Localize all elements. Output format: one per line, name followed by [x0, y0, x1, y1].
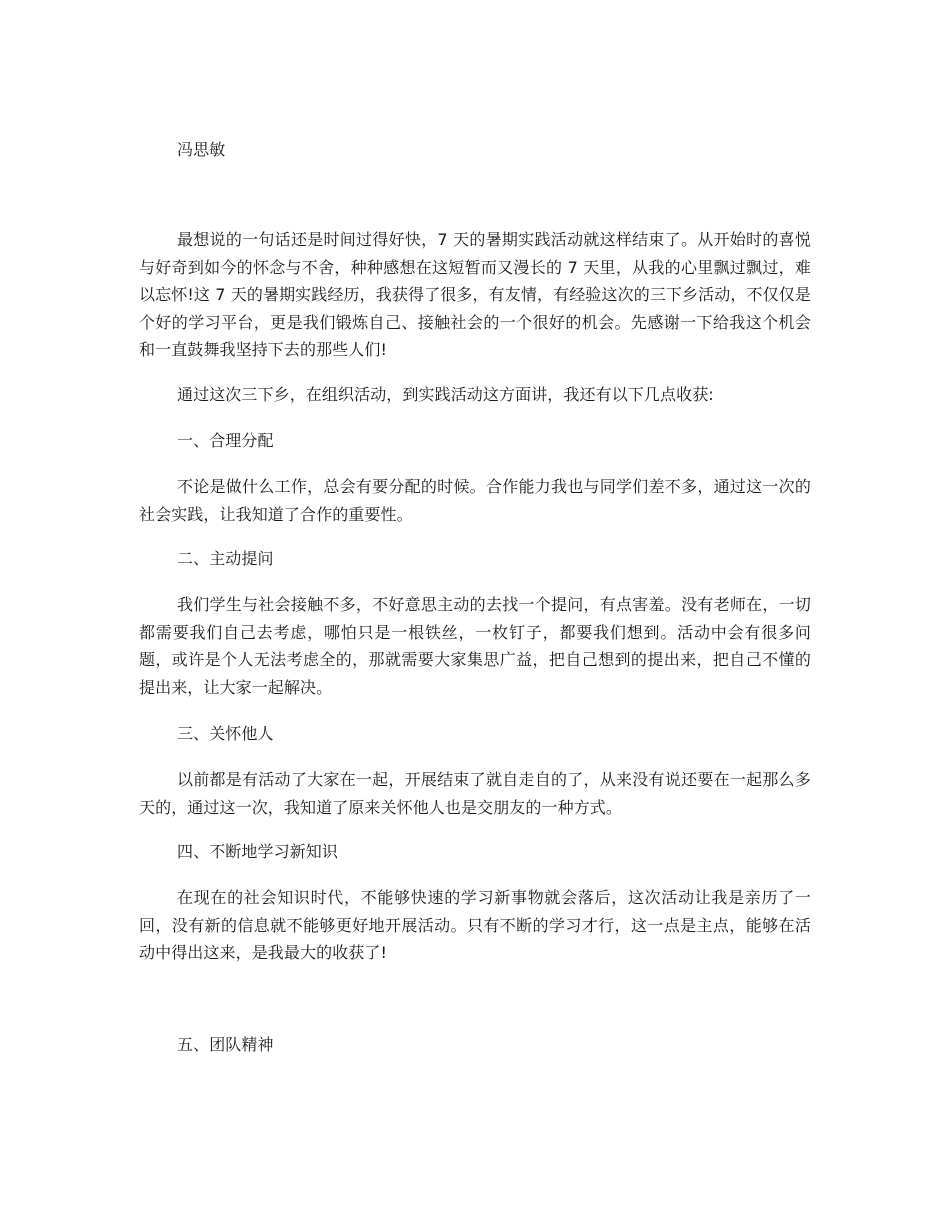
section-heading-1: 一、合理分配: [177, 431, 274, 450]
section-body-1: 不论是做什么工作，总会有要分配的时候。合作能力我也与同学们差不多，通过这一次的社会实践，让我知道了合作的重要性。: [139, 477, 811, 524]
section-body-2: 我们学生与社会接触不多，不好意思主动的去找一个提问，有点害羞。没有老师在，一切都需要我们自己去考虑，哪怕只是一根铁丝，一枚钉子，都要我们想到。活动中会有很多问题，或许是个人无法考虑全的，那就需要大家集思广益，把自己想到的提出来，把自己不懂的提出来，让大家一起解决。: [139, 595, 811, 697]
lead-paragraph: 通过这次三下乡，在组织活动，到实践活动这方面讲，我还有以下几点收获:: [177, 385, 714, 404]
section-heading-5: 五、团队精神: [177, 1035, 274, 1054]
section-heading-4: 四、不断地学习新知识: [177, 842, 339, 861]
section-body-3: 以前都是有活动了大家在一起，开展结束了就自走自的了，从来没有说还要在一起那么多天的，通过这一次，我知道了原来关怀他人也是交朋友的一种方式。: [139, 770, 811, 817]
author-name: 冯思敏: [177, 140, 226, 159]
intro-paragraph: 最想说的一句话还是时间过得好快，7 天的暑期实践活动就这样结束了。从开始时的喜悦与好奇到如今的怀念与不舍，种种感想在这短暂而又漫长的 7 天里，从我的心里飘过飘过，难以忘怀!这 7 天的暑期实践经历，我获得了很多，有友情，有经验这次的三下乡活动，不仅仅是个好的学习平台，更是我们锻炼自己、接触社会的一个很好的机会。先感谢一下给我这个机会和一直鼓舞我坚持下去的那些人们!: [139, 230, 811, 359]
section-body-4: 在现在的社会知识时代，不能够快速的学习新事物就会落后，这次活动让我是亲历了一回，没有新的信息就不能够更好地开展活动。只有不断的学习才行，这一点是主点，能够在活动中得出这来，是我最大的收获了!: [139, 888, 811, 962]
section-heading-2: 二、主动提问: [177, 549, 274, 568]
section-heading-3: 三、关怀他人: [177, 724, 274, 743]
